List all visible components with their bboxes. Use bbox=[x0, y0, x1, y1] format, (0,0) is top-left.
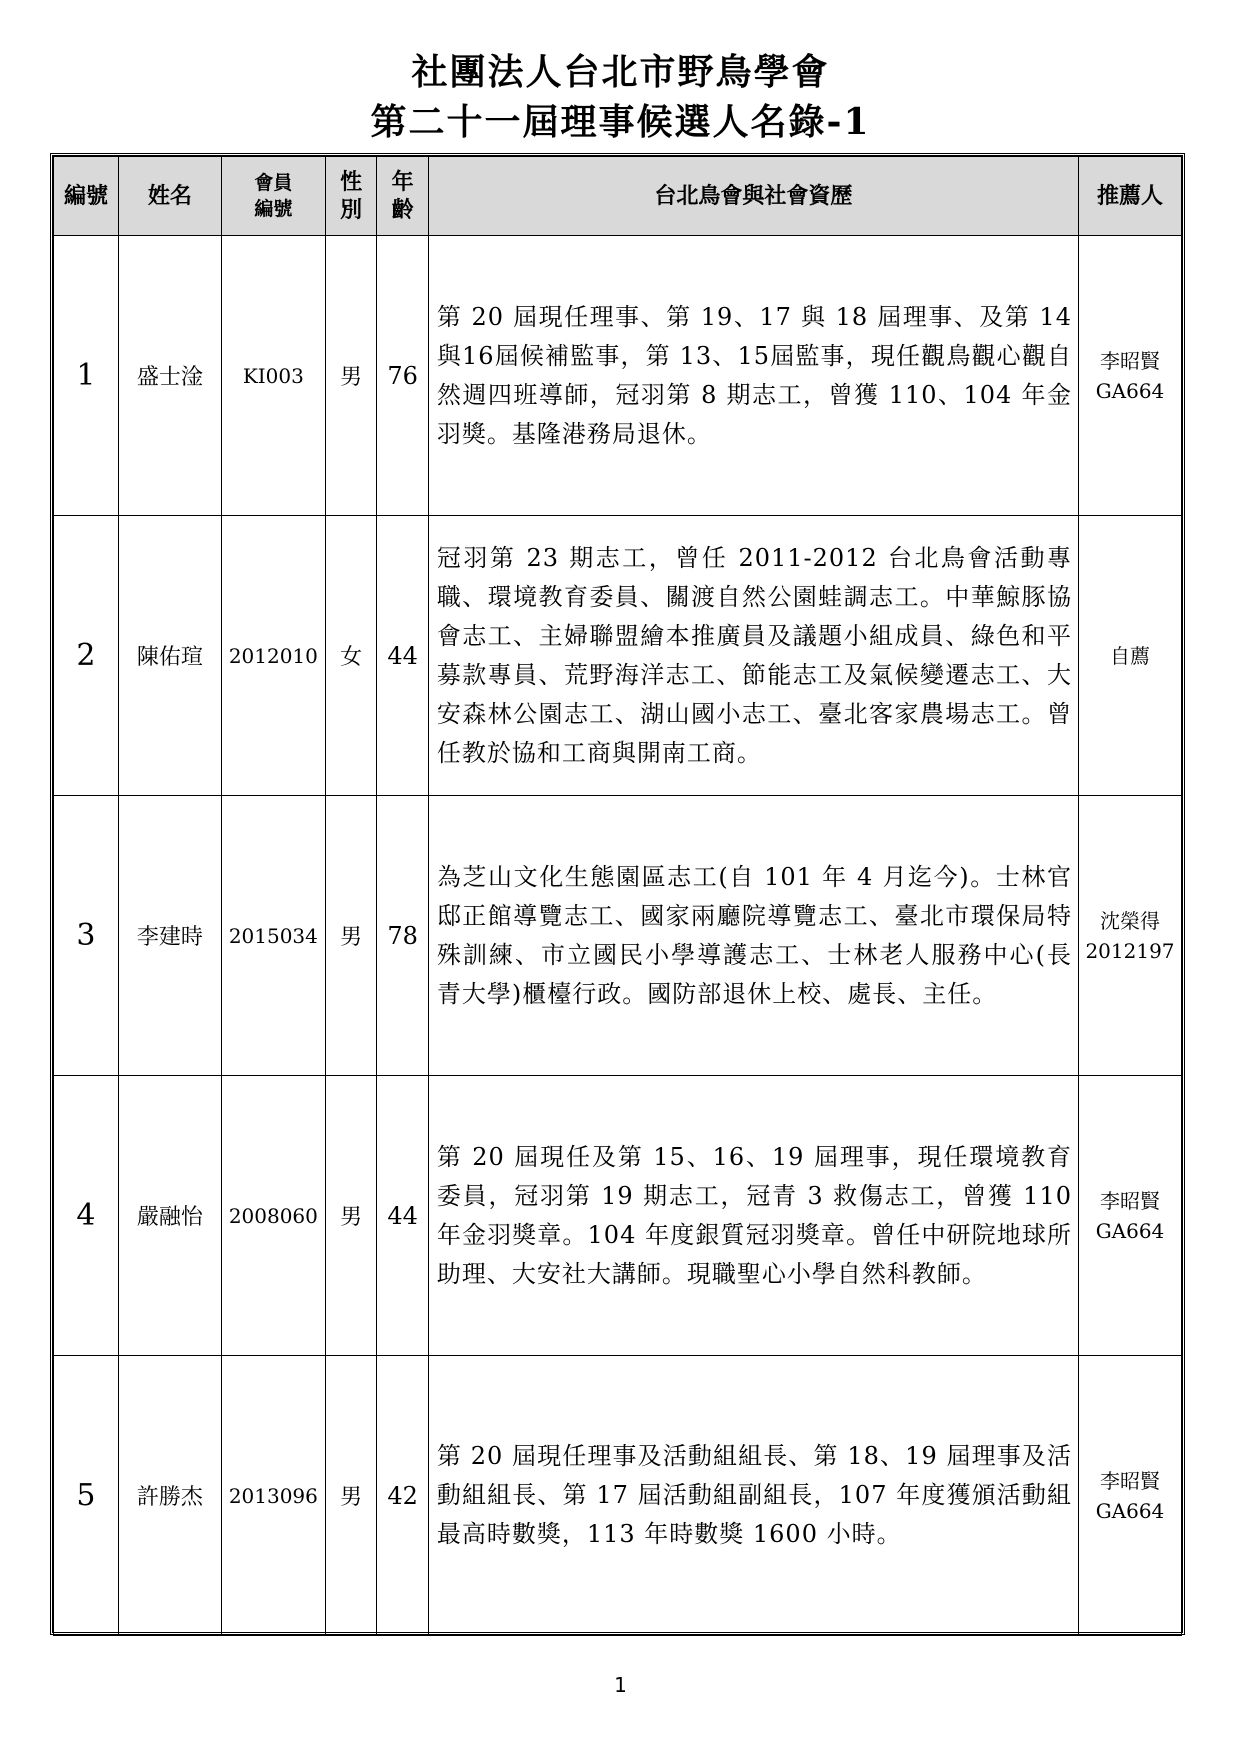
page-number: 1 bbox=[614, 1673, 627, 1697]
row-member-id: 2008060 bbox=[221, 1076, 325, 1356]
row-recommender bbox=[1078, 1076, 1181, 1356]
row-no: 1 bbox=[54, 236, 119, 516]
header-gender-line2: 別 bbox=[340, 197, 363, 223]
row-age: 42 bbox=[377, 1356, 428, 1636]
recommender-name: 自薦 bbox=[1109, 643, 1150, 668]
row-no: 5 bbox=[54, 1356, 119, 1636]
recommender-name: 李昭賢 bbox=[1099, 1468, 1160, 1493]
recommender-name: 李昭賢 bbox=[1099, 1188, 1160, 1213]
row-no: 4 bbox=[54, 1076, 119, 1356]
row-name: 許勝杰 bbox=[118, 1356, 221, 1636]
row-experience: 為芝山文化生態園區志工(自 101 年 4 月迄今)。士林官邸正館導覽志工、國家兩廳院導覽志工、臺北市環保局特殊訓練、市立國民小學導護志工、士林老人服務中心(長青大學)櫃檯行政。國防部退休上校、處長、主任。 bbox=[428, 796, 1078, 1076]
row-experience: 第 20 屆現任理事及活動組組長、第 18、19 屆理事及活動組組長、第 17 屆活動組副組長，107 年度獲頒活動組最高時數獎，113 年時數獎 1600 小時。 bbox=[428, 1356, 1078, 1636]
recommender-name: 李昭賢 bbox=[1099, 348, 1160, 373]
row-no: 3 bbox=[54, 796, 119, 1076]
header-experience: 台北鳥會與社會資歷 bbox=[428, 157, 1078, 236]
row-no: 2 bbox=[54, 516, 119, 796]
row-name: 李建時 bbox=[118, 796, 221, 1076]
row-member-id: 2015034 bbox=[221, 796, 325, 1076]
header-age bbox=[377, 157, 428, 236]
table-row bbox=[54, 516, 1182, 796]
row-gender: 男 bbox=[325, 236, 376, 516]
table-row bbox=[54, 1076, 1182, 1356]
document-subtitle: 第二十一屆理事候選人名錄-1 bbox=[370, 101, 871, 143]
row-recommender bbox=[1078, 1356, 1181, 1636]
header-age-line1: 年 bbox=[391, 169, 414, 195]
row-recommender bbox=[1078, 796, 1181, 1076]
header-gender bbox=[325, 157, 376, 236]
row-experience: 第 20 屆現任及第 15、16、19 屆理事，現任環境教育委員，冠羽第 19 期志工，冠青 3 救傷志工，曾獲 110 年金羽獎章。104 年度銀質冠羽獎章。曾任中研院地球所助理、大安社大講師。現職聖心小學自然科教師。 bbox=[428, 1076, 1078, 1356]
header-gender-line1: 性 bbox=[340, 169, 363, 195]
row-gender: 男 bbox=[325, 1356, 376, 1636]
row-gender: 女 bbox=[325, 516, 376, 796]
recommender-id: GA664 bbox=[1095, 1498, 1165, 1523]
row-experience: 第 20 屆現任理事、第 19、17 與 18 屆理事、及第 14與16屆候補監事，第 13、15屆監事，現任觀鳥觀心觀自然週四班導師，冠羽第 8 期志工，曾獲 110、104 年金羽獎。基隆港務局退休。 bbox=[428, 236, 1078, 516]
table-row bbox=[54, 1356, 1182, 1636]
row-name: 嚴融怡 bbox=[118, 1076, 221, 1356]
header-member-id-line1: 會員 bbox=[254, 172, 293, 194]
table-row bbox=[54, 796, 1182, 1076]
row-recommender bbox=[1078, 236, 1181, 516]
row-name: 陳佑瑄 bbox=[118, 516, 221, 796]
row-age: 44 bbox=[377, 516, 428, 796]
row-recommender bbox=[1078, 516, 1181, 796]
row-gender: 男 bbox=[325, 1076, 376, 1356]
header-recommender: 推薦人 bbox=[1078, 157, 1181, 236]
header-member-id-line2: 編號 bbox=[254, 198, 293, 220]
recommender-id: 2012197 bbox=[1085, 938, 1175, 963]
row-member-id: KI003 bbox=[221, 236, 325, 516]
row-experience: 冠羽第 23 期志工，曾任 2011-2012 台北鳥會活動專職、環境教育委員、關渡自然公園蛙調志工。中華鯨豚協會志工、主婦聯盟繪本推廣員及議題小組成員、綠色和平募款專員、荒野海洋志工、節能志工及氣候變遷志工、大安森林公園志工、湖山國小志工、臺北客家農場志工。曾任教於協和工商與開南工商。 bbox=[428, 516, 1078, 796]
recommender-id: GA664 bbox=[1095, 1218, 1165, 1243]
row-name: 盛士淦 bbox=[118, 236, 221, 516]
header-name: 姓名 bbox=[118, 157, 221, 236]
recommender-id: GA664 bbox=[1095, 378, 1165, 403]
document-title: 社團法人台北市野鳥學會 bbox=[411, 51, 830, 93]
row-age: 44 bbox=[377, 1076, 428, 1356]
row-age: 76 bbox=[377, 236, 428, 516]
table-row bbox=[54, 236, 1182, 516]
header-member-id bbox=[221, 157, 325, 236]
header-age-line2: 齡 bbox=[391, 197, 414, 223]
row-gender: 男 bbox=[325, 796, 376, 1076]
table-header-row bbox=[54, 157, 1182, 236]
candidate-table bbox=[53, 156, 1182, 1636]
row-member-id: 2013096 bbox=[221, 1356, 325, 1636]
row-member-id: 2012010 bbox=[221, 516, 325, 796]
header-no: 編號 bbox=[54, 157, 119, 236]
recommender-name: 沈榮得 bbox=[1099, 908, 1160, 933]
row-age: 78 bbox=[377, 796, 428, 1076]
